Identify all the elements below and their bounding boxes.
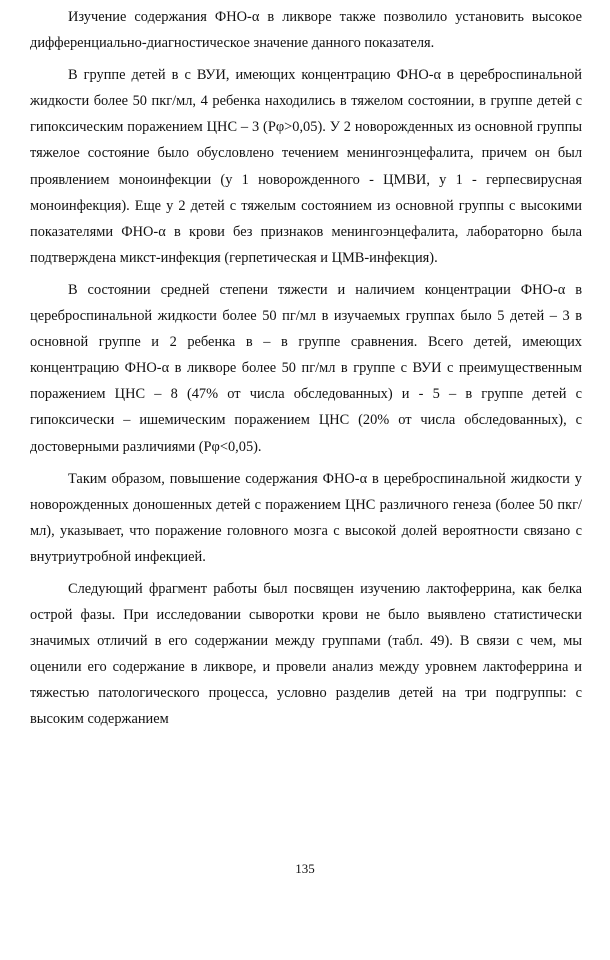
paragraph-moderate-condition-groups: В состоянии средней степени тяжести и наличием концентрации ФНО-α в цереброспинальной жидкости более 50 пг/мл в изучаемых группах было 5 детей – 3 в основной группе и 2 ребенка в – в группе сравнения. Всего детей, имеющих концентрацию ФНО-α в ликворе более 50 пг/мл в группе с ВУИ с преимущественным поражением ЦНС – 8 (47% от числа обследованных) и - 5 – в группе детей с гипоксически – ишемическим поражением ЦНС (20% от числа обследованных), с достоверными различиями (Рφ<0,05).	[30, 281, 582, 455]
page-number: 135	[295, 861, 315, 876]
body-text	[30, 4, 582, 733]
paragraph-conclusion: Таким образом, повышение содержания ФНО-α в цереброспинальной жидкости у новорожденных доношенных детей с поражением ЦНС различного генеза (более 50 пкг/мл), указывает, что поражение головного мозга с высокой долей вероятности связано с внутриутробной инфекцией.	[30, 470, 582, 565]
paragraph-lactoferrin: Следующий фрагмент работы был посвящен изучению лактоферрина, как белка острой фазы. При исследовании сыворотки крови не было выявлено статистически значимых отличий в его содержании между группами (табл. 49). В связи с чем, мы оценили его содержание в ликворе, и провели анализ между уровнем лактоферрина и тяжестью патологического процесса, условно разделив детей на три подгруппы: с высоким содержанием	[30, 580, 582, 728]
paragraph-tnf-csf-diagnostic-value: Изучение содержания ФНО-α в ликворе также позволило установить высокое дифференциально-диагностическое значение данного показателя.	[30, 9, 582, 52]
paragraph-severe-condition-groups: В группе детей в с ВУИ, имеющих концентрацию ФНО-α в цереброспинальной жидкости более 50 пкг/мл, 4 ребенка находились в тяжелом состоянии, в группе детей с гипоксическим поражением ЦНС – 3 (Рφ>0,05). У 2 новорожденных из основной группы тяжелое состояние было обусловлено течением менингоэнцефалита, причем он был проявлением моноинфекции (у 1 новорожденного - ЦМВИ, у 1 - герпесвирусная моноинфекция). Еще у 2 детей с тяжелым состоянием из основной группы с высокими показателями ФНО-α в крови без признаков менингоэнцефалита, лабораторно была подтверждена микст-инфекция (герпетическая и ЦМВ-инфекция).	[30, 67, 582, 266]
